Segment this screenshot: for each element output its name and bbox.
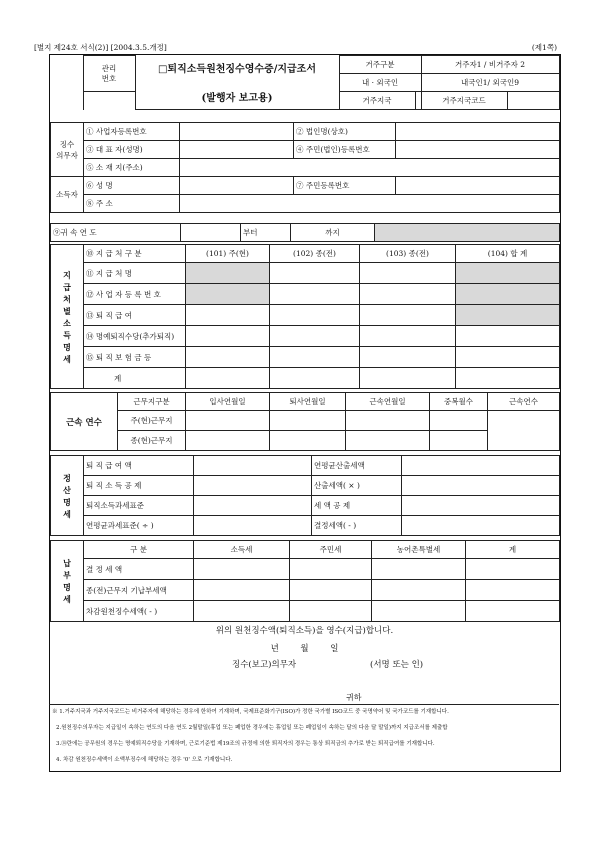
tax-row-2: 차감원천징수세액( - ) xyxy=(84,601,194,622)
service-row-1: 종(현)근무지 xyxy=(118,431,186,451)
pay-cell[interactable] xyxy=(270,368,360,389)
service-head-5: 근속연수 xyxy=(488,393,560,411)
calc-left-0: 퇴 직 급 여 액 xyxy=(84,456,194,476)
subtitle-text: (발행자 보고용) xyxy=(201,93,273,105)
calc-cell[interactable] xyxy=(402,476,560,496)
rep-label: ③ 대 표 자(성명) xyxy=(84,141,180,159)
tax-cell[interactable] xyxy=(194,601,290,622)
pay-cell[interactable] xyxy=(360,368,456,389)
tax-head-4: 계 xyxy=(466,541,560,559)
service-cell[interactable] xyxy=(346,411,430,431)
pay-cell[interactable] xyxy=(186,305,270,326)
calc-right-1: 산출세액( × ) xyxy=(312,476,402,496)
pay-head-1: (101) 주(현) xyxy=(186,245,270,263)
form-number: [별지 제24호 서식(2)] [2004.3.5.개정] xyxy=(34,43,167,52)
notes-divider xyxy=(49,704,559,705)
payer-group: 징수 의무자 xyxy=(51,123,84,177)
service-cell[interactable] xyxy=(270,411,346,431)
service-head-4: 중복월수 xyxy=(430,393,488,411)
tax-head-2: 주민세 xyxy=(290,541,372,559)
pay-row-3: ⑭ 명예퇴직수당(추가퇴직) xyxy=(84,326,186,347)
tax-head-0: 구 분 xyxy=(84,541,194,559)
note-3: 3.⑭란에는 공무원의 경우는 명예퇴직수당을 기재하며, 근로기준법 제19조의 규정에 의한 퇴직자의 경우는 통상 퇴직금의 추가로 받는 퇴직급여를 기재합니다. xyxy=(56,741,435,747)
service-cell[interactable] xyxy=(346,431,430,451)
calc-cell[interactable] xyxy=(194,516,312,536)
receipt-sign: (서명 또는 인) xyxy=(370,660,424,670)
pay-row-4: ⑮ 퇴 직 보 험 금 등 xyxy=(84,347,186,368)
addr-field[interactable] xyxy=(180,159,560,177)
rep-field[interactable] xyxy=(180,141,294,159)
pay-cell-gray xyxy=(456,305,560,326)
service-cell[interactable] xyxy=(186,431,270,451)
form-title xyxy=(135,56,339,110)
pay-row-1: ⑫ 사 업 자 등 록 번 호 xyxy=(84,284,186,305)
pay-head-4: (104) 합 계 xyxy=(456,245,560,263)
year-to-label: 까지 xyxy=(291,224,375,242)
year-row xyxy=(50,223,560,242)
calc-right-2: 세 액 공 제 xyxy=(312,496,402,516)
tax-cell[interactable] xyxy=(290,601,372,622)
nationality-value: 내국인1/ 외국인9 xyxy=(421,74,559,92)
biz-no-field[interactable] xyxy=(180,123,294,141)
pay-cell[interactable] xyxy=(360,347,456,368)
calc-left-3: 연평균과세표준( ÷ ) xyxy=(84,516,194,536)
tax-cell[interactable] xyxy=(372,580,466,601)
tax-block xyxy=(50,540,560,622)
tax-head-1: 소득세 xyxy=(194,541,290,559)
pay-cell[interactable] xyxy=(186,326,270,347)
calc-cell[interactable] xyxy=(402,456,560,476)
service-head-1: 입사연월일 xyxy=(186,393,270,411)
addr-label: ⑤ 소 재 지(주소) xyxy=(84,159,180,177)
pay-head-3: (103) 종(전) xyxy=(360,245,456,263)
biz-no-label: ① 사업자등록번호 xyxy=(84,123,180,141)
receipt-signer: 징수(보고)의무자 xyxy=(232,660,297,670)
receipt-statement: 위의 원천징수액(퇴직소득)을 영수(지급)합니다. xyxy=(215,626,394,636)
page-number: (제1쪽) xyxy=(531,43,557,52)
pay-cell[interactable] xyxy=(270,305,360,326)
party-block xyxy=(50,122,560,213)
pay-cell[interactable] xyxy=(456,368,560,389)
tax-cell[interactable] xyxy=(290,580,372,601)
tax-row-0: 결 정 세 액 xyxy=(84,559,194,580)
pay-row-0: ⑪ 지 급 처 명 xyxy=(84,263,186,284)
year-gray xyxy=(375,224,560,242)
mgmt-no-label: 관리 번호 xyxy=(83,56,135,92)
note-4: 4. 차감 원천징수세액이 소액부징수에 해당하는 경우 '0' 으로 기재합니다. xyxy=(56,757,233,763)
calc-cell[interactable] xyxy=(402,516,560,536)
top-block xyxy=(50,55,560,110)
pay-cell-gray xyxy=(186,263,270,284)
pay-cell[interactable] xyxy=(270,347,360,368)
calc-cell[interactable] xyxy=(402,496,560,516)
pay-head-2: (102) 종(전) xyxy=(270,245,360,263)
tax-cell[interactable] xyxy=(466,601,560,622)
service-head-2: 퇴사연월일 xyxy=(270,393,346,411)
receipt-to: 귀하 xyxy=(346,693,362,702)
note-1: ※ 1.거주지국과 거주지국코드는 비거주자에 해당하는 경우에 한하여 기재하며, 국제표준화기구(ISO)가 정한 국가별 ISO코드 중 국명약어 및 국가코드를 기재합니다. xyxy=(52,709,449,715)
pay-cell[interactable] xyxy=(360,263,456,284)
calc-block xyxy=(50,455,560,536)
calc-cell[interactable] xyxy=(194,456,312,476)
tax-cell[interactable] xyxy=(372,559,466,580)
pay-block xyxy=(50,244,560,389)
note-2: 2.원천징수의무자는 지급일이 속하는 연도의 다음 연도 2월말일(휴업 또는 폐업한 경우에는 휴업일 또는 폐업일이 속하는 달의 다음 달 말일)까지 지급조서를 제출합 xyxy=(56,725,448,731)
pay-cell[interactable] xyxy=(186,368,270,389)
pay-row-2: ⑬ 퇴 직 급 여 xyxy=(84,305,186,326)
tax-cell[interactable] xyxy=(372,601,466,622)
tax-cell[interactable] xyxy=(194,559,290,580)
pay-head-0: ⑩ 지 급 처 구 분 xyxy=(84,245,186,263)
earner-reg-field[interactable] xyxy=(396,177,560,195)
calc-cell[interactable] xyxy=(194,476,312,496)
corp-label: ② 법인명(상호) xyxy=(294,123,396,141)
reg-field[interactable] xyxy=(396,141,560,159)
service-block xyxy=(50,392,560,451)
tax-cell[interactable] xyxy=(290,559,372,580)
pay-cell-gray xyxy=(456,284,560,305)
service-cell[interactable] xyxy=(430,411,488,431)
service-group: 근속 연수 xyxy=(51,393,118,451)
earner-reg-label: ⑦ 주민등록번호 xyxy=(294,177,396,195)
service-cell[interactable] xyxy=(186,411,270,431)
earner-addr-field[interactable] xyxy=(180,195,560,213)
calc-group: 정산명세 xyxy=(51,456,84,536)
year-from-label: 부터 xyxy=(241,224,291,242)
residency-label: 거주구분 xyxy=(339,56,421,74)
calc-cell[interactable] xyxy=(194,496,312,516)
earner-name-label: ⑥ 성 명 xyxy=(84,177,180,195)
pay-cell[interactable] xyxy=(270,326,360,347)
earner-name-field[interactable] xyxy=(180,177,294,195)
pay-cell[interactable] xyxy=(270,263,360,284)
pay-row-total: 계 xyxy=(84,368,186,389)
pay-cell[interactable] xyxy=(186,347,270,368)
pay-cell[interactable] xyxy=(270,284,360,305)
pay-cell[interactable] xyxy=(456,326,560,347)
tax-cell[interactable] xyxy=(466,580,560,601)
year-label: ⑨귀 속 연 도 xyxy=(51,224,181,242)
service-head-0: 근무지구분 xyxy=(118,393,186,411)
tax-cell[interactable] xyxy=(194,580,290,601)
title-text: □퇴직소득원천징수영수증/지급조서 xyxy=(157,64,316,76)
calc-left-1: 퇴 직 소 득 공 제 xyxy=(84,476,194,496)
corp-field[interactable] xyxy=(396,123,560,141)
pay-cell[interactable] xyxy=(456,347,560,368)
calc-left-2: 퇴직소득과세표준 xyxy=(84,496,194,516)
tax-row-1: 종(전)근무지 기납부세액 xyxy=(84,580,194,601)
service-cell[interactable] xyxy=(270,431,346,451)
pay-cell[interactable] xyxy=(360,305,456,326)
pay-cell-gray xyxy=(186,284,270,305)
service-cell[interactable] xyxy=(488,411,560,451)
country-code-label: 거주지국코드 xyxy=(421,92,507,110)
calc-right-3: 결정세액( - ) xyxy=(312,516,402,536)
earner-addr-label: ⑧ 주 소 xyxy=(84,195,180,213)
service-row-0: 주(현)근무지 xyxy=(118,411,186,431)
calc-right-0: 연평균산출세액 xyxy=(312,456,402,476)
country-label: 거주지국 xyxy=(339,92,415,110)
earner-group: 소득자 xyxy=(51,177,84,213)
pay-group: 지급처별 소득명세 xyxy=(51,245,84,389)
pay-cell-gray xyxy=(456,263,560,284)
nationality-label: 내 · 외국인 xyxy=(339,74,421,92)
pay-cell[interactable] xyxy=(360,326,456,347)
tax-cell[interactable] xyxy=(466,559,560,580)
reg-label: ④ 주민(법인)등록번호 xyxy=(294,141,396,159)
pay-cell[interactable] xyxy=(360,284,456,305)
tax-head-3: 농어촌특별세 xyxy=(372,541,466,559)
residency-value: 거주자1 / 비거주자 2 xyxy=(421,56,559,74)
receipt-date: 년 월 일 xyxy=(270,644,339,654)
service-head-3: 근속연월일 xyxy=(346,393,430,411)
year-from-field[interactable] xyxy=(181,224,241,242)
tax-group: 납부명세 xyxy=(51,541,84,622)
service-cell[interactable] xyxy=(430,431,488,451)
